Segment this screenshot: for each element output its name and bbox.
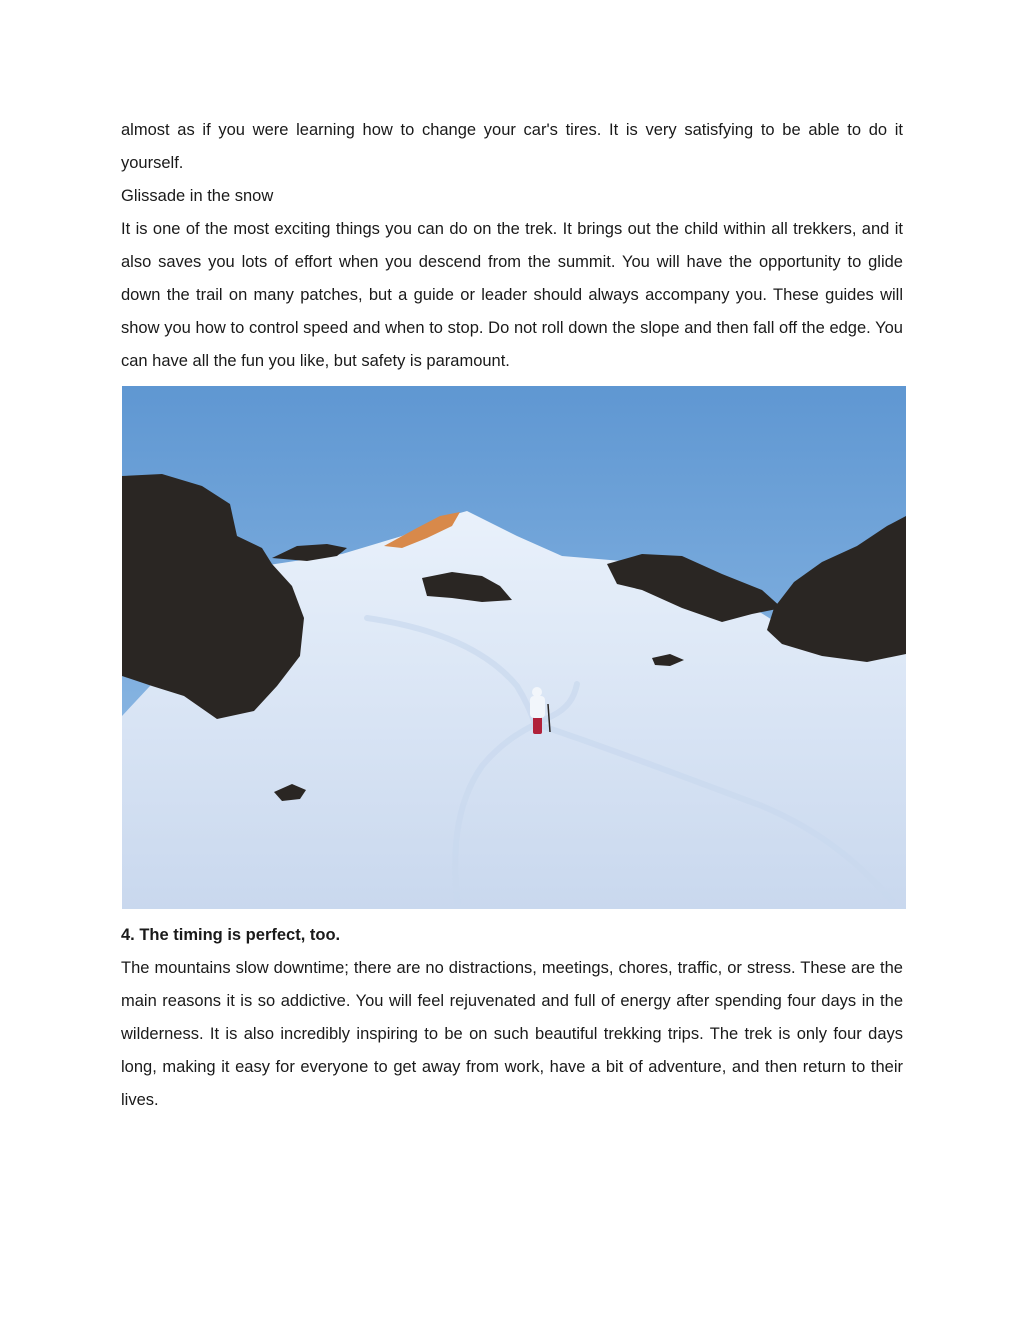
timing-paragraph: The mountains slow downtime; there are no distractions, meetings, chores, traffic, or stress. These are the main reasons it is so addictive. You will feel rejuvenated and full of energy after spending four days in the wilderness. It is also incredibly inspiring to be on such beautiful trekking trips. The trek is only four days long, making it easy for everyone to get away from work, have a bit of adventure, and then return to their lives. [121,959,903,1109]
snow-trek-photo [122,386,906,909]
glissade-heading: Glissade in the snow [121,187,274,205]
glissade-paragraph: It is one of the most exciting things you can do on the trek. It brings out the child within all trekkers, and it also saves you lots of effort when you descend from the summit. You will have the opportunity to glide down the trail on many patches, but a guide or leader should always accompany you. These guides will show you how to control speed and when to stop. Do not roll down the slope and then fall off the edge. You can have all the fun you like, but safety is paramount. [121,220,903,370]
timing-heading: 4. The timing is perfect, too. [121,926,341,944]
intro-paragraph: almost as if you were learning how to change your car's tires. It is very satisfying to be able to do it yourself. [121,121,903,172]
document-page [121,114,903,1117]
